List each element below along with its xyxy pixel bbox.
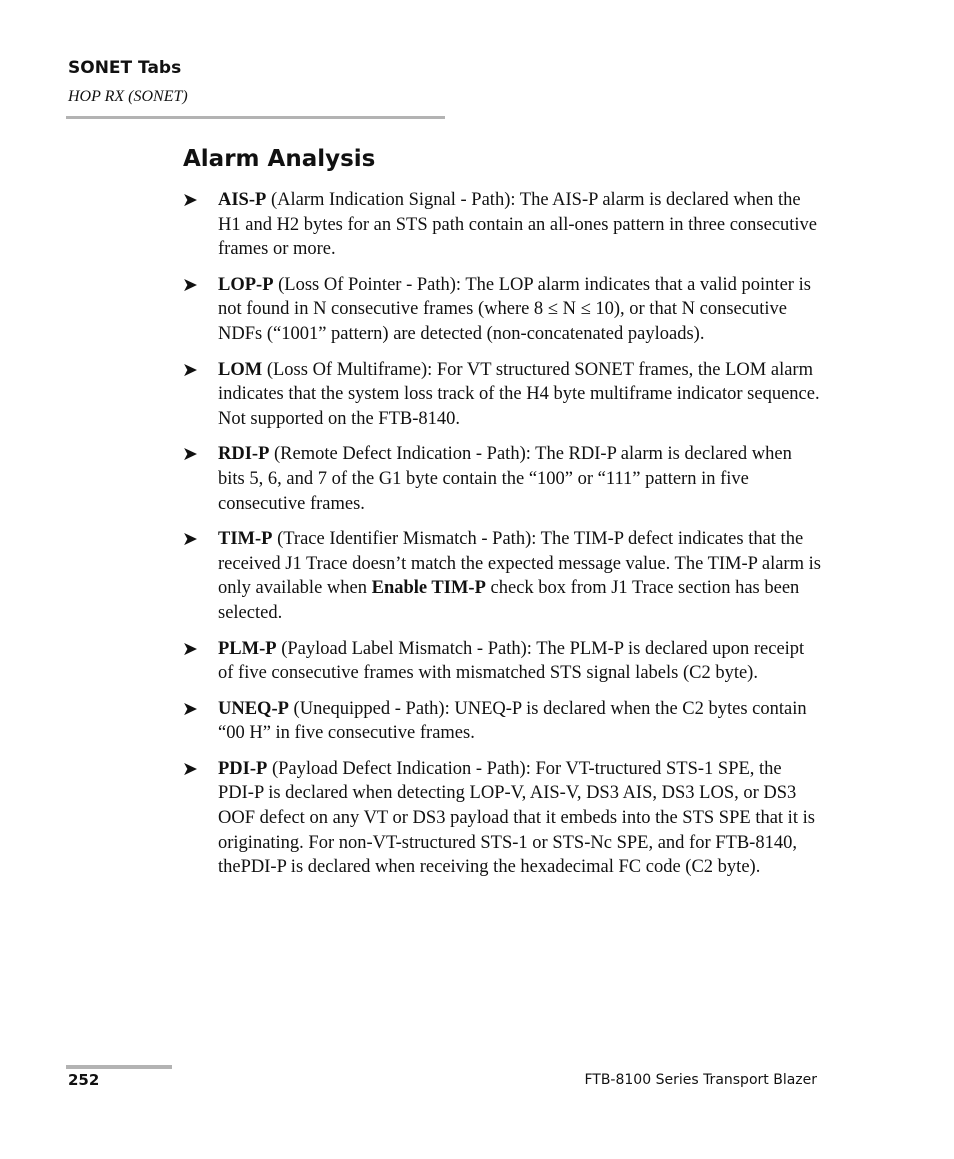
- alarm-description: (Remote Defect Indication - Path): The RDI-P alarm is declared when bits 5, 6, and 7 of the G1 byte contain the “100” or “111” pattern in five consecutive frames.: [218, 444, 792, 514]
- section-heading: SONET Tabs: [68, 58, 182, 78]
- alarm-term: TIM-P: [218, 529, 273, 550]
- alarm-description: (Unequipped - Path): UNEQ-P is declared when the C2 bytes contain “00 H” in five consecutive frames.: [218, 698, 807, 744]
- list-item: [182, 637, 822, 686]
- arrow-bullet-icon: ➤: [182, 638, 198, 660]
- header-divider: [66, 116, 445, 119]
- ui-option-name: Enable TIM-P: [371, 578, 486, 599]
- page-number: 252: [68, 1071, 100, 1089]
- footer-divider: [66, 1065, 172, 1069]
- alarm-term: LOP-P: [218, 274, 274, 295]
- alarm-description: (Loss Of Multiframe): For VT structured SONET frames, the LOM alarm indicates that the system loss track of the H4 byte multiframe indicator sequence. Not supported on the FTB-8140.: [218, 359, 820, 429]
- alarm-description: (Alarm Indication Signal - Path): The AIS-P alarm is declared when the H1 and H2 bytes for an STS path contain an all-ones pattern in three consecutive frames or more.: [218, 190, 818, 260]
- list-item: [182, 697, 822, 746]
- alarm-list: [182, 188, 822, 891]
- alarm-term: RDI-P: [218, 444, 270, 465]
- list-item: [182, 188, 822, 262]
- arrow-bullet-icon: ➤: [182, 758, 198, 780]
- alarm-description: (Payload Defect Indication - Path): For VT-tructured STS-1 SPE, the PDI-P is declared when detecting LOP-V, AIS-V, DS3 AIS, DS3 LOS, or DS3 OOF defect on any VT or DS3 payload that it embeds into the STS SPE that it is originating. For non-VT-structured STS-1 or STS-Nc SPE, and for FTB-8140, thePDI-P is declared when receiving the hexadecimal FC code (C2 byte).: [218, 758, 815, 878]
- arrow-bullet-icon: ➤: [182, 359, 198, 381]
- arrow-bullet-icon: ➤: [182, 698, 198, 720]
- list-item: [182, 273, 822, 347]
- alarm-description: (Loss Of Pointer - Path): The LOP alarm indicates that a valid pointer is not found in N consecutive frames (where 8 ≤ N ≤ 10), or that N consecutive NDFs (“1001” pattern) are detected (non-concatenated payloads).: [218, 274, 811, 344]
- document-title: FTB-8100 Series Transport Blazer: [584, 1072, 817, 1088]
- alarm-term: PLM-P: [218, 638, 277, 659]
- alarm-term: LOM: [218, 359, 263, 380]
- alarm-description: (Payload Label Mismatch - Path): The PLM-P is declared upon receipt of five consecutive frames with mismatched STS signal labels (C2 byte).: [218, 638, 805, 684]
- alarm-description-continued: check box from J1 Trace section has been selected.: [218, 578, 800, 623]
- alarm-term: AIS-P: [218, 190, 267, 210]
- alarm-term: UNEQ-P: [218, 698, 289, 719]
- arrow-bullet-icon: ➤: [182, 190, 198, 211]
- alarm-term: PDI-P: [218, 758, 268, 779]
- arrow-bullet-icon: ➤: [182, 529, 198, 551]
- arrow-bullet-icon: ➤: [182, 274, 198, 296]
- page-title: Alarm Analysis: [183, 146, 376, 172]
- list-item: [182, 442, 822, 516]
- list-item: [182, 527, 822, 625]
- alarm-description: (Trace Identifier Mismatch - Path): The TIM-P defect indicates that the received J1 Trace doesn’t match the expected message value. The TIM-P alarm is only available when: [218, 529, 821, 599]
- arrow-bullet-icon: ➤: [182, 444, 198, 466]
- subsection-heading: HOP RX (SONET): [68, 88, 188, 105]
- list-item: [182, 757, 822, 880]
- list-item: [182, 358, 822, 432]
